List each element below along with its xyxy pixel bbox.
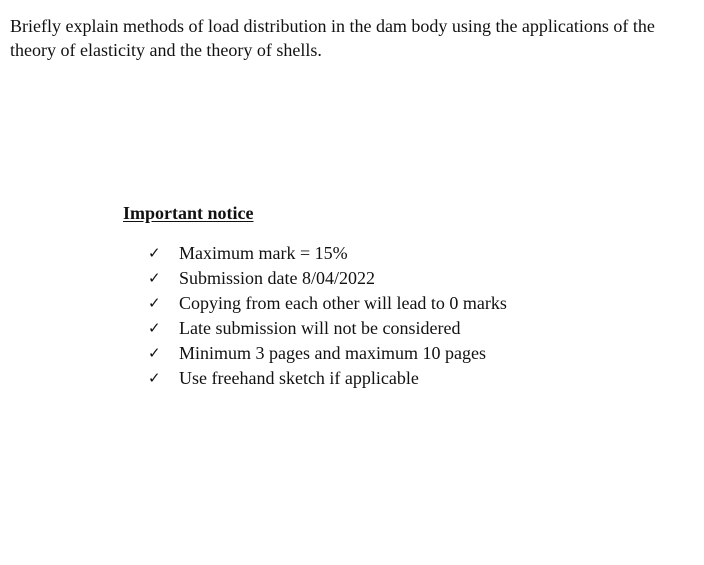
notice-list (148, 241, 507, 391)
list-item (148, 291, 507, 316)
check-icon: ✓ (148, 269, 161, 287)
list-item-text: Copying from each other will lead to 0 marks (179, 293, 507, 313)
notice-heading: Important notice (123, 203, 254, 223)
check-icon: ✓ (148, 319, 161, 337)
list-item (148, 241, 507, 266)
list-item (148, 341, 507, 366)
list-item-text: Late submission will not be considered (179, 318, 461, 338)
list-item (148, 316, 507, 341)
check-icon: ✓ (148, 294, 161, 312)
check-icon: ✓ (148, 244, 161, 262)
list-item-text: Minimum 3 pages and maximum 10 pages (179, 343, 486, 363)
question-text: Briefly explain methods of load distribution in the dam body using the applications of the theory of elasticity and the theory of shells. (10, 16, 655, 60)
list-item (148, 266, 507, 291)
list-item-text: Use freehand sketch if applicable (179, 368, 419, 388)
list-item (148, 366, 507, 391)
list-item-text: Maximum mark = 15% (179, 243, 348, 263)
check-icon: ✓ (148, 369, 161, 387)
list-item-text: Submission date 8/04/2022 (179, 268, 376, 288)
check-icon: ✓ (148, 344, 161, 362)
